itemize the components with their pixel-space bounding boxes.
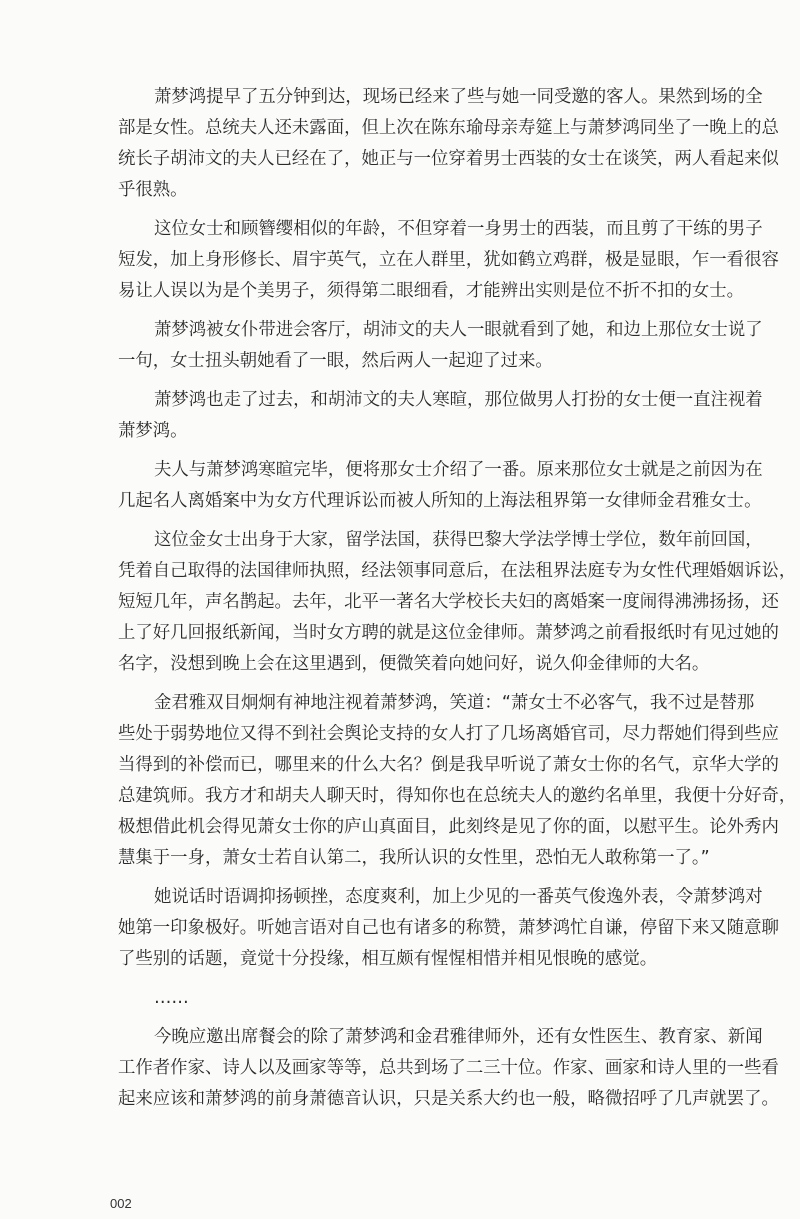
text-line: 极想借此机会得见萧女士你的庐山真面目，此刻终是见了你的面，以慰平生。论外秀内 (118, 817, 779, 837)
text-line: 当得到的补偿而已，哪里来的什么大名？倒是我早听说了萧女士你的名气，京华大学的 (118, 755, 779, 775)
text-line: 几起名人离婚案中为女方代理诉讼而被人所知的上海法租界第一女律师金君雅女士。 (118, 491, 762, 511)
text-line: 萧梦鸿被女仆带进会客厅，胡沛文的夫人一眼就看到了她，和边上那位女士说了 (154, 320, 763, 340)
text-line: 了些别的话题，竟觉十分投缘，相互颇有惺惺相惜并相见恨晚的感觉。 (118, 949, 658, 969)
text-line: 总建筑师。我方才和胡夫人聊天时，得知你也在总统夫人的邀约名单里，我便十分好奇， (118, 786, 797, 806)
text-line: 易让人误以为是个美男子，须得第二眼细看，才能辨出实则是位不折不扣的女士。 (118, 281, 745, 301)
paragraph (118, 525, 797, 680)
text-line: 金君雅双目炯炯有神地注视着萧梦鸿，笑道：“萧女士不必客气，我不过是替那 (154, 693, 755, 713)
paragraph (118, 214, 779, 307)
paragraph (118, 882, 779, 975)
paragraph (118, 983, 712, 1014)
text-line: …… (154, 988, 189, 1008)
text-line: 起来应该和萧梦鸿的前身萧德音认识，只是关系大约也一般，略微招呼了几声就罢了。 (118, 1089, 779, 1109)
text-line: 这位女士和顾簪缨相似的年龄，不但穿着一身男士的西装，而且剪了干练的男子 (154, 219, 763, 239)
paragraph (118, 455, 763, 517)
text-line: 名字，没想到晚上会在这里遇到，便微笑着向她问好，说久仰金律师的大名。 (118, 654, 710, 674)
text-line: 萧梦鸿也走了过去，和胡沛文的夫人寒暄，那位做男人打扮的女士便一直注视着 (154, 390, 763, 410)
text-line: 萧梦鸿提早了五分钟到达，现场已经来了些与她一同受邀的客人。果然到场的全 (154, 87, 763, 107)
text-line: 凭着自己取得的法国律师执照，经法领事同意后，在法租界法庭专为女性代理婚姻诉讼， (118, 561, 797, 581)
text-line: 今晚应邀出席餐会的除了萧梦鸿和金君雅律师外，还有女性医生、教育家、新闻 (154, 1027, 763, 1047)
text-line: 慧集于一身，萧女士若自认第二，我所认识的女性里，恐怕无人敢称第一了。” (118, 848, 710, 868)
text-line: 上了好几回报纸新闻，当时女方聘的就是这位金律师。萧梦鸿之前看报纸时有见过她的 (118, 623, 779, 643)
text-line: 工作者作家、诗人以及画家等等，总共到场了二三十位。作家、画家和诗人里的一些看 (118, 1058, 779, 1078)
text-line: 她说话时语调抑扬顿挫，态度爽利，加上少见的一番英气俊逸外表，令萧梦鸿对 (154, 887, 763, 907)
page-number: 002 (110, 1196, 132, 1211)
text-line: 统长子胡沛文的夫人已经在了，她正与一位穿着男士西装的女士在谈笑，两人看起来似 (118, 149, 779, 169)
text-line: 些处于弱势地位又得不到社会舆论支持的女人打了几场离婚官司，尽力帮她们得到些应 (118, 724, 779, 744)
book-page-body (118, 82, 797, 1123)
text-line: 短短几年，声名鹊起。去年，北平一著名大学校长夫妇的离婚案一度闹得沸沸扬扬，还 (118, 592, 779, 612)
text-line: 部是女性。总统夫人还未露面，但上次在陈东瑜母亲寿筵上与萧梦鸿同坐了一晚上的总 (118, 118, 779, 138)
text-line: 夫人与萧梦鸿寒暄完毕，便将那女士介绍了一番。原来那位女士就是之前因为在 (154, 460, 763, 480)
text-line: 短发，加上身形修长、眉宇英气，立在人群里，犹如鹤立鸡群，极是显眼，乍一看很容 (118, 250, 779, 270)
paragraph (118, 385, 763, 447)
paragraph (118, 688, 797, 874)
paragraph (118, 315, 763, 377)
text-line: 这位金女士出身于大家，留学法国，获得巴黎大学法学博士学位，数年前回国， (154, 530, 763, 550)
text-line: 乎很熟。 (118, 180, 188, 200)
text-line: 一句，女士扭头朝她看了一眼，然后两人一起迎了过来。 (118, 351, 553, 371)
paragraph (118, 1022, 779, 1115)
text-line: 萧梦鸿。 (118, 421, 188, 441)
paragraph (118, 82, 779, 206)
text-line: 她第一印象极好。听她言语对自己也有诸多的称赞，萧梦鸿忙自谦，停留下来又随意聊 (118, 918, 779, 938)
